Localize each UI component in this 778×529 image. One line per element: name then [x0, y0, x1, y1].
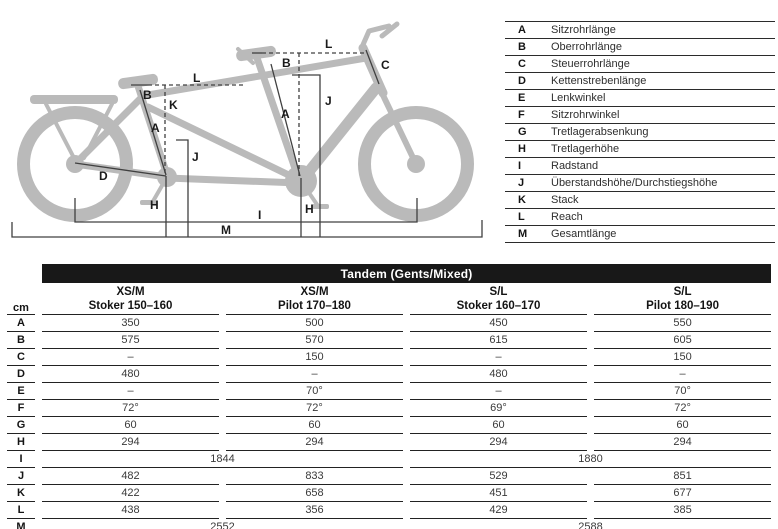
table-row [7, 485, 771, 502]
legend-letter: C [518, 58, 526, 70]
legend-label: Kettenstrebenlänge [551, 75, 647, 87]
legend-row [505, 73, 775, 90]
legend-label: Reach [551, 211, 583, 223]
legend [505, 21, 775, 243]
column-header [410, 283, 587, 315]
diagram-label-j-pilot: J [325, 94, 332, 108]
legend-row [505, 56, 775, 73]
legend-letter: J [518, 177, 525, 189]
table-row [7, 468, 771, 485]
cell: 550 [594, 315, 771, 332]
cell-span: 2552 [42, 519, 403, 529]
cell: 385 [594, 502, 771, 519]
diagram-labels [99, 37, 390, 237]
legend-row [505, 192, 775, 209]
size-label: XS/M [300, 285, 329, 298]
geometry-table [0, 264, 778, 529]
cell: 658 [226, 485, 403, 502]
legend-letter: I [518, 160, 522, 172]
cell: 851 [594, 468, 771, 485]
cell: 356 [226, 502, 403, 519]
diagram-label-j-stoker: J [192, 150, 199, 164]
cell: 60 [410, 417, 587, 434]
table-title-bar [42, 264, 771, 283]
table-title: Tandem (Gents/Mixed) [340, 266, 473, 281]
table-title-row [7, 264, 771, 283]
legend-label: Sitzrohrwinkel [551, 109, 620, 121]
cell: 294 [226, 434, 403, 451]
legend-label: Steuerrohrlänge [551, 58, 630, 70]
row-letter: D [7, 366, 35, 383]
legend-letter: E [518, 92, 526, 104]
diagram-label-a-pilot: A [281, 107, 290, 121]
rider-label: Stoker 150–160 [88, 299, 173, 312]
cell: 480 [410, 366, 587, 383]
legend-letter: H [518, 143, 526, 155]
legend-letter: B [518, 41, 526, 53]
cell: 150 [594, 349, 771, 366]
cell-span: 2588 [410, 519, 771, 529]
cell: 482 [42, 468, 219, 485]
column-header [226, 283, 403, 315]
cell: 575 [42, 332, 219, 349]
legend-letter: M [518, 228, 528, 240]
cell: 451 [410, 485, 587, 502]
column-header [42, 283, 219, 315]
size-label: S/L [673, 285, 692, 298]
legend-row [505, 226, 775, 243]
size-label: XS/M [116, 285, 145, 298]
cell: 60 [42, 417, 219, 434]
row-letter: C [7, 349, 35, 366]
cell: 72° [226, 400, 403, 417]
diagram-label-c: C [381, 58, 390, 72]
cell-span: 1880 [410, 451, 771, 468]
legend-row [505, 90, 775, 107]
legend-row [505, 124, 775, 141]
legend-row [505, 22, 775, 39]
cell: 70° [226, 383, 403, 400]
row-letter: A [7, 315, 35, 332]
legend-label: Überstandshöhe/Durchstiegshöhe [551, 177, 718, 189]
legend-label: Gesamtlänge [551, 228, 617, 240]
table-row [7, 417, 771, 434]
rider-label: Stoker 160–170 [456, 299, 541, 312]
frame-tubes [75, 58, 366, 183]
legend-letter: A [518, 24, 526, 36]
table-row [7, 349, 771, 366]
row-letter: K [7, 485, 35, 502]
cell: 500 [226, 315, 403, 332]
rider-label: Pilot 170–180 [278, 299, 351, 312]
diagram-label-b-pilot: B [282, 56, 291, 70]
cell: – [410, 349, 587, 366]
cell: – [42, 349, 219, 366]
diagram-label-l-stoker: L [193, 71, 201, 85]
table-row [7, 332, 771, 349]
legend-label: Radstand [551, 160, 599, 172]
diagram-label-l-pilot: L [325, 37, 333, 51]
cell: 450 [410, 315, 587, 332]
cell: 72° [42, 400, 219, 417]
legend-label: Sitzrohrlänge [551, 24, 616, 36]
legend-label: Lenkwinkel [551, 92, 606, 104]
tandem-geometry-diagram [0, 0, 500, 255]
cell: 833 [226, 468, 403, 485]
legend-label: Stack [551, 194, 579, 206]
unit-label: cm [7, 283, 35, 315]
cell: – [226, 366, 403, 383]
row-letter: M [7, 519, 35, 529]
cell: 677 [594, 485, 771, 502]
column-header [594, 283, 771, 315]
diagram-label-a-stoker: A [151, 121, 160, 135]
legend-row [505, 175, 775, 192]
diagram-label-b-stoker: B [143, 88, 152, 102]
legend-letter: D [518, 75, 526, 87]
legend-letter: L [518, 211, 525, 223]
legend-letter: G [518, 126, 527, 138]
tandem-bike-silhouette [24, 24, 468, 216]
cell-span: 1844 [42, 451, 403, 468]
row-letter: I [7, 451, 35, 468]
cell: 615 [410, 332, 587, 349]
row-letter: B [7, 332, 35, 349]
cell: 422 [42, 485, 219, 502]
legend-letter: K [518, 194, 526, 206]
cell: 294 [42, 434, 219, 451]
cell: 570 [226, 332, 403, 349]
rear-rack [30, 95, 118, 104]
legend-row [505, 141, 775, 158]
row-letter: F [7, 400, 35, 417]
cell: 294 [410, 434, 587, 451]
cell: – [410, 383, 587, 400]
diagram-label-i: I [258, 208, 262, 222]
diagram-label-m: M [221, 223, 231, 237]
cell: 72° [594, 400, 771, 417]
cell: 70° [594, 383, 771, 400]
cell: 350 [42, 315, 219, 332]
row-letter: L [7, 502, 35, 519]
row-letter: G [7, 417, 35, 434]
handlebar [362, 24, 397, 47]
cell: – [42, 383, 219, 400]
table-row [7, 315, 771, 332]
cell: 480 [42, 366, 219, 383]
legend-row [505, 39, 775, 56]
table-row [7, 502, 771, 519]
cell: 605 [594, 332, 771, 349]
table-row [7, 383, 771, 400]
legend-label: Tretlagerhöhe [551, 143, 620, 155]
cell: 438 [42, 502, 219, 519]
cell: 294 [594, 434, 771, 451]
rider-label: Pilot 180–190 [646, 299, 719, 312]
cell: – [594, 366, 771, 383]
diagram-label-k: K [169, 98, 178, 112]
cell: 429 [410, 502, 587, 519]
cell: 60 [226, 417, 403, 434]
row-letter: H [7, 434, 35, 451]
table-row [7, 400, 771, 417]
legend-label: Oberrohrlänge [551, 41, 622, 53]
legend-letter: F [518, 109, 525, 121]
table-header-row [7, 283, 771, 315]
legend-label: Tretlagerabsenkung [551, 126, 649, 138]
table-row [7, 451, 771, 468]
cell: 60 [594, 417, 771, 434]
row-letter: E [7, 383, 35, 400]
size-label: S/L [489, 285, 508, 298]
cell: 529 [410, 468, 587, 485]
table-row [7, 366, 771, 383]
cell: 150 [226, 349, 403, 366]
cell: 69° [410, 400, 587, 417]
legend-row [505, 107, 775, 124]
diagram-label-d: D [99, 169, 108, 183]
table-row [7, 434, 771, 451]
diagram-label-h-stoker: H [150, 198, 159, 212]
diagram-label-h-pilot: H [305, 202, 314, 216]
legend-row [505, 209, 775, 226]
table-row [7, 519, 771, 529]
row-letter: J [7, 468, 35, 485]
legend-row [505, 158, 775, 175]
line-i-wheelbase [75, 198, 417, 222]
